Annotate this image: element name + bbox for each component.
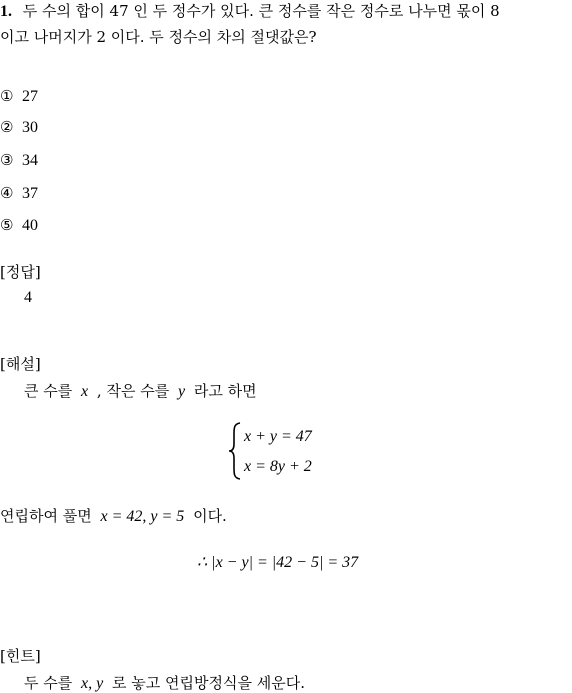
explanation-intro: [24, 380, 257, 401]
question-text-1: 두 수의 합이 47 인 두 정수가 있다. 큰 정수를 작은 정수로 나누면 몫이 8: [22, 2, 500, 20]
choice-5[interactable]: [0, 216, 38, 235]
equation-brace: [228, 422, 242, 480]
choice-marker: ①: [0, 87, 14, 105]
explanation-intro-c: 라고 하면: [193, 382, 257, 400]
equation-2: x = 8y + 2: [244, 458, 312, 475]
explanation-intro-a: 큰 수를: [24, 382, 73, 400]
hint-text: [24, 672, 305, 693]
choice-1[interactable]: [0, 87, 38, 106]
question-line-1: [0, 0, 500, 21]
equation-1: x + y = 47: [244, 428, 312, 445]
solve-line: [0, 505, 227, 526]
choice-2[interactable]: [0, 118, 38, 137]
hint-text-a: 두 수를: [24, 674, 73, 692]
choice-value: 34: [22, 152, 38, 169]
choice-marker: ⑤: [0, 216, 14, 234]
solve-text-a: 연립하여 풀면: [0, 507, 92, 525]
choice-marker: ②: [0, 118, 14, 136]
variable-y: y: [177, 383, 186, 400]
answer-heading: [정답]: [0, 263, 41, 281]
variable-x: x: [81, 383, 89, 400]
hint-text-b: 로 놓고 연립방정식을 세운다.: [112, 674, 305, 692]
result-equation: ∴ |x − y| = |42 − 5| = 37: [197, 554, 359, 571]
answer-value: 4: [24, 289, 32, 306]
hint-vars: x, y: [81, 675, 104, 692]
choice-value: 37: [22, 185, 38, 202]
choice-3[interactable]: [0, 151, 38, 170]
question-number: 1.: [0, 3, 12, 20]
hint-heading: [힌트]: [0, 647, 41, 665]
choice-marker: ③: [0, 151, 14, 169]
choice-value: 30: [22, 119, 38, 136]
choice-4[interactable]: [0, 184, 38, 203]
question-text-2: 이고 나머지가 2 이다. 두 정수의 차의 절댓값은?: [0, 28, 317, 46]
question-line-2: [0, 26, 317, 47]
choice-value: 27: [22, 88, 38, 105]
solve-math: x = 42, y = 5: [100, 508, 185, 525]
explanation-intro-b: , 작은 수를: [96, 382, 170, 400]
solve-text-b: 이다.: [193, 507, 227, 525]
choice-marker: ④: [0, 184, 14, 202]
choice-value: 40: [22, 217, 38, 234]
explanation-heading: [해설]: [0, 355, 41, 373]
